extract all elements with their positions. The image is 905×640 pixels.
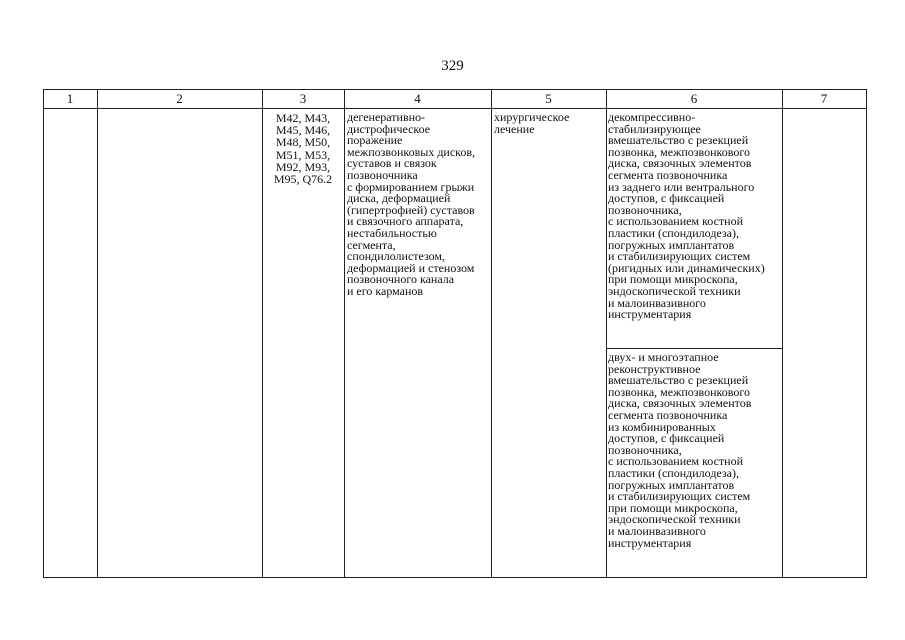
column-border (344, 89, 345, 578)
diagnosis-text: дегенеративно- дистрофическое поражение межпозвонковых дисков, суставов и связок позвоночника с формированием грыжи диска, деформацией (гипертрофией) суставов и связочного аппарата, нестабильностью сегмента, спондилолистезом, деформацией и стенозом позвоночного канала и его карманов (347, 110, 476, 298)
treatment-type: хирургическое лечение (494, 110, 570, 136)
column-border (43, 89, 44, 578)
column-border (782, 89, 783, 578)
header-bottom-border (43, 108, 867, 109)
column-border (866, 89, 867, 578)
method-text: двух- и многоэтапное реконструктивное вмешательство с резекцией позвонка, межпозвонкового диска, связочных элементов сегмента позвоночника из комбинированных доступов, с фиксацией позвоночника, с использованием костной пластики (спондилодеза), погружных имплантатов и стабилизирующих систем при помощи микроскопа, эндоскопической техники и малоинвазивного инструментария (608, 350, 752, 550)
table-top-border (43, 89, 867, 90)
column-header: 5 (545, 91, 552, 106)
column-header: 3 (299, 91, 307, 106)
column-header: 1 (66, 91, 74, 106)
page-number: 329 (441, 58, 464, 74)
column-header: 2 (176, 91, 183, 106)
icd-codes: M42, M43, M45, M46, M48, M50, M51, M53, M92, M93, M95, Q76.2 (273, 111, 333, 187)
column-border (606, 89, 607, 578)
column-border (97, 89, 98, 578)
column-border (491, 89, 492, 578)
column-header: 7 (820, 91, 828, 106)
column-header: 4 (414, 91, 421, 106)
method-text: декомпрессивно- стабилизирующее вмешательство с резекцией позвонка, межпозвонкового диска, связочных элементов сегмента позвоночника из заднего или вентрального доступов, с фиксацией позвоночника, с использованием костной пластики (спондилодеза), погружных имплантатов и стабилизирующих систем (ригидных или динамических) при помощи микроскопа, эндоскопической техники и малоинвазивного инструментария (608, 110, 765, 322)
table-bottom-border (43, 577, 867, 578)
method-divider (606, 348, 782, 349)
column-header: 6 (690, 91, 698, 106)
